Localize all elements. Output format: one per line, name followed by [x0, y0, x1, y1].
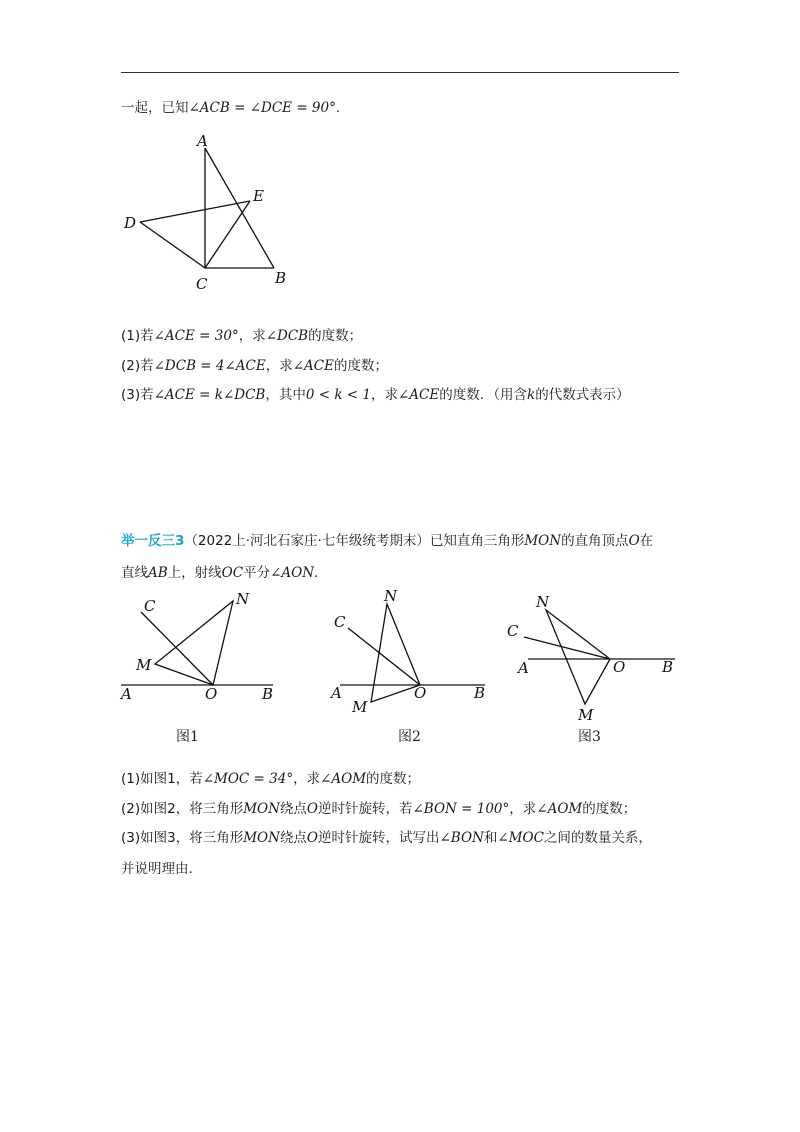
fig2-label-a: A	[331, 684, 342, 702]
fig2-label-c: C	[334, 613, 346, 631]
problem1-q2: (2)若∠DCB = 4∠ACE，求∠ACE的度数；	[121, 358, 388, 374]
fig1-label-a: A	[121, 685, 132, 703]
example-tag: 举一反三3	[121, 533, 185, 549]
label-c: C	[196, 275, 208, 293]
problem1-q1: (1)若∠ACE = 30°，求∠DCB的度数；	[121, 328, 363, 344]
fig1-label-c: C	[144, 597, 156, 615]
label-e: E	[253, 187, 264, 205]
fig3-label-n: N	[536, 593, 550, 611]
fig2-label-o: O	[414, 684, 427, 702]
ray-oc	[524, 637, 610, 659]
label-d: D	[124, 214, 137, 232]
fig1-label-n: N	[236, 590, 250, 608]
fig3-label-o: O	[613, 658, 626, 676]
fig2-label-m: M	[352, 698, 368, 716]
problem2-line2: 直线AB上，射线OC平分∠AON.	[121, 565, 319, 581]
problem2-q2: (2)如图2，将三角形MON绕点O逆时针旋转，若∠BON = 100°，求∠AOM的度数；	[121, 801, 637, 817]
intro-math: ∠ACB = ∠DCE = 90°	[188, 100, 336, 116]
problem2-q3-line2: 并说明理由.	[121, 861, 193, 877]
label-a: A	[197, 132, 208, 150]
fig1-label-b: B	[262, 685, 274, 703]
intro-end: .	[335, 100, 341, 116]
problem2-q3: (3)如图3，将三角形MON绕点O逆时针旋转，试写出∠BON和∠MOC之间的数量关系，	[121, 830, 652, 846]
fig2-label-n: N	[384, 587, 398, 605]
fig1-label-o: O	[205, 685, 218, 703]
label-b: B	[275, 269, 287, 287]
fig2-caption: 图2	[398, 729, 421, 745]
fig1-caption: 图1	[176, 729, 199, 745]
problem2-line1: 举一反三3（2022上·河北石家庄·七年级统考期末）已知直角三角形MON的直角顶点O在	[121, 533, 654, 549]
fig2-label-b: B	[474, 684, 486, 702]
fig3-label-b: B	[662, 658, 674, 676]
intro-text: 一起，已知	[121, 100, 189, 116]
fig3-label-m: M	[578, 706, 594, 724]
fig3-label-a: A	[518, 659, 529, 677]
problem2-q1: (1)如图1，若∠MOC = 34°，求∠AOM的度数；	[121, 771, 421, 787]
problem1-q3: (3)若∠ACE = k∠DCB，其中0 < k < 1，求∠ACE的度数．（用含k的代数式表示）	[121, 387, 630, 403]
fig3-caption: 图3	[578, 729, 601, 745]
fig1-label-m: M	[136, 656, 152, 674]
fig3-label-c: C	[507, 622, 519, 640]
